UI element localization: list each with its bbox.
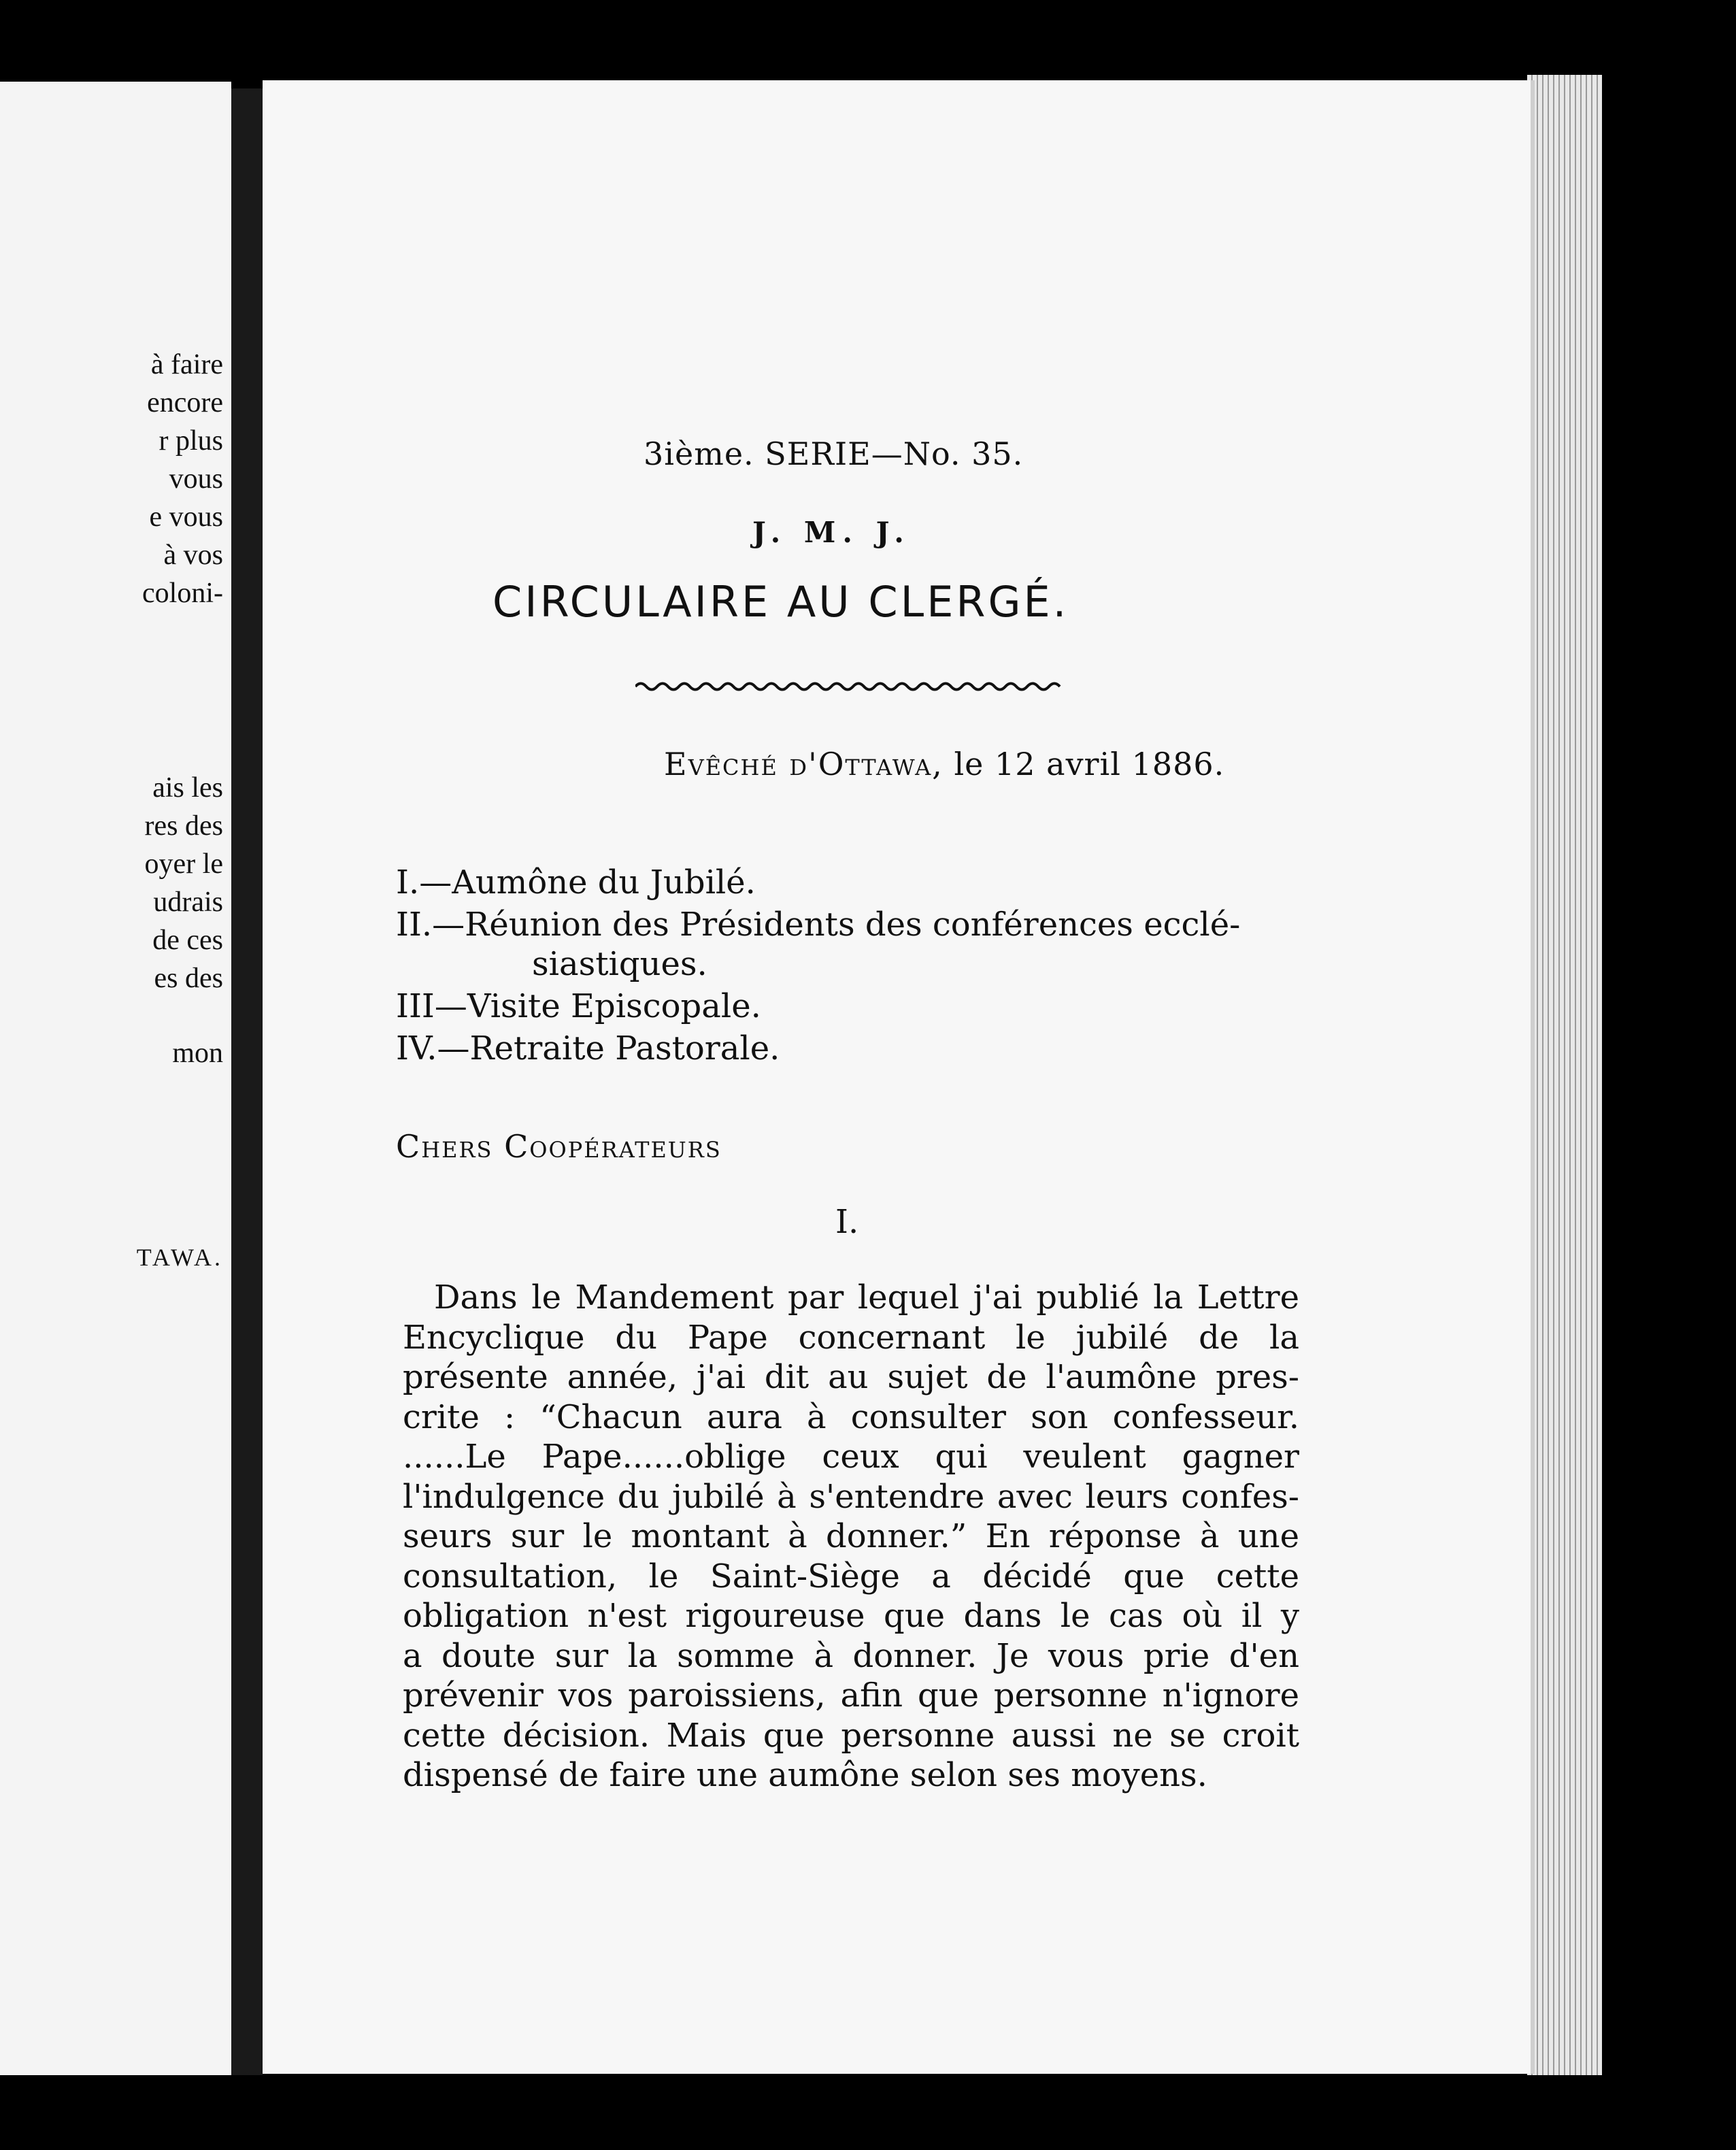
left-page-line: res des bbox=[144, 810, 223, 842]
dateline bbox=[664, 746, 1224, 782]
body-line: Dans le Mandement par lequel j'ai publié la Lettre bbox=[434, 1278, 1299, 1317]
left-page-line: ais les bbox=[152, 772, 223, 804]
body-line: seurs sur le montant à donner.” En réponse à une bbox=[403, 1517, 1299, 1555]
left-page-line: coloni- bbox=[142, 578, 223, 609]
left-page-line: encore bbox=[147, 387, 223, 418]
left-page-line: à vos bbox=[163, 540, 223, 571]
body-paragraph bbox=[403, 1278, 1299, 1796]
body-line: ......Le Pape......oblige ceux qui veulent gagner bbox=[403, 1438, 1299, 1476]
left-page-line: e vous bbox=[149, 501, 223, 533]
section-number: I. bbox=[835, 1203, 859, 1241]
body-line: l'indulgence du jubilé à s'entendre avec leurs confes- bbox=[403, 1477, 1299, 1516]
left-page-line: es des bbox=[154, 963, 223, 994]
jmj-invocation: J. M. J. bbox=[752, 516, 911, 549]
left-page-fragment bbox=[0, 82, 231, 2075]
body-line: crite : “Chacun aura à consulter son confesseur. bbox=[403, 1398, 1299, 1436]
topics-list bbox=[396, 863, 1416, 1071]
left-page-line: à faire bbox=[150, 349, 223, 380]
dateline-date: le 12 avril 1886. bbox=[954, 746, 1225, 782]
left-page-line: TAWA. bbox=[136, 1244, 223, 1271]
body-line: dispensé de faire une aumône selon ses moyens. bbox=[403, 1756, 1207, 1794]
series-number: 3ième. SERIE—No. 35. bbox=[644, 435, 1024, 472]
body-line: obligation n'est rigoureuse que dans le cas où il y bbox=[403, 1597, 1299, 1635]
body-line: présente année, j'ai dit au sujet de l'aumône pres- bbox=[403, 1358, 1299, 1396]
topic-item: II.—Réunion des Présidents des conférences ecclé- bbox=[396, 906, 1241, 944]
dateline-place: Evêché d'Ottawa, bbox=[664, 746, 944, 782]
body-line: prévenir vos paroissiens, afin que personne n'ignore bbox=[403, 1676, 1299, 1715]
body-line: cette décision. Mais que personne aussi ne se croit bbox=[403, 1716, 1299, 1755]
body-line: a doute sur la somme à donner. Je vous prie d'en bbox=[403, 1636, 1299, 1675]
topic-item-continuation: siastiques. bbox=[532, 945, 707, 983]
book-gutter bbox=[231, 88, 263, 2075]
body-line: Encyclique du Pape concernant le jubilé de la bbox=[403, 1318, 1299, 1357]
topic-item: IV.—Retraite Pastorale. bbox=[396, 1029, 780, 1068]
topic-item: III—Visite Episcopale. bbox=[396, 987, 761, 1025]
left-page-line: vous bbox=[169, 463, 223, 495]
document-page bbox=[263, 80, 1535, 2074]
topic-item: I.—Aumône du Jubilé. bbox=[396, 863, 756, 902]
left-page-line: r plus bbox=[158, 425, 223, 457]
left-page-line: oyer le bbox=[144, 848, 223, 880]
left-page-line: mon bbox=[172, 1038, 223, 1069]
salutation: Chers Coopérateurs bbox=[396, 1128, 722, 1165]
page-edges bbox=[1527, 75, 1602, 2075]
body-line: consultation, le Saint-Siège a décidé que cette bbox=[403, 1557, 1299, 1595]
ornament-divider bbox=[635, 679, 1064, 694]
document-title: CIRCULAIRE AU CLERGÉ. bbox=[493, 577, 1069, 627]
left-page-line: de ces bbox=[152, 925, 223, 956]
left-page-line: udrais bbox=[153, 887, 223, 918]
